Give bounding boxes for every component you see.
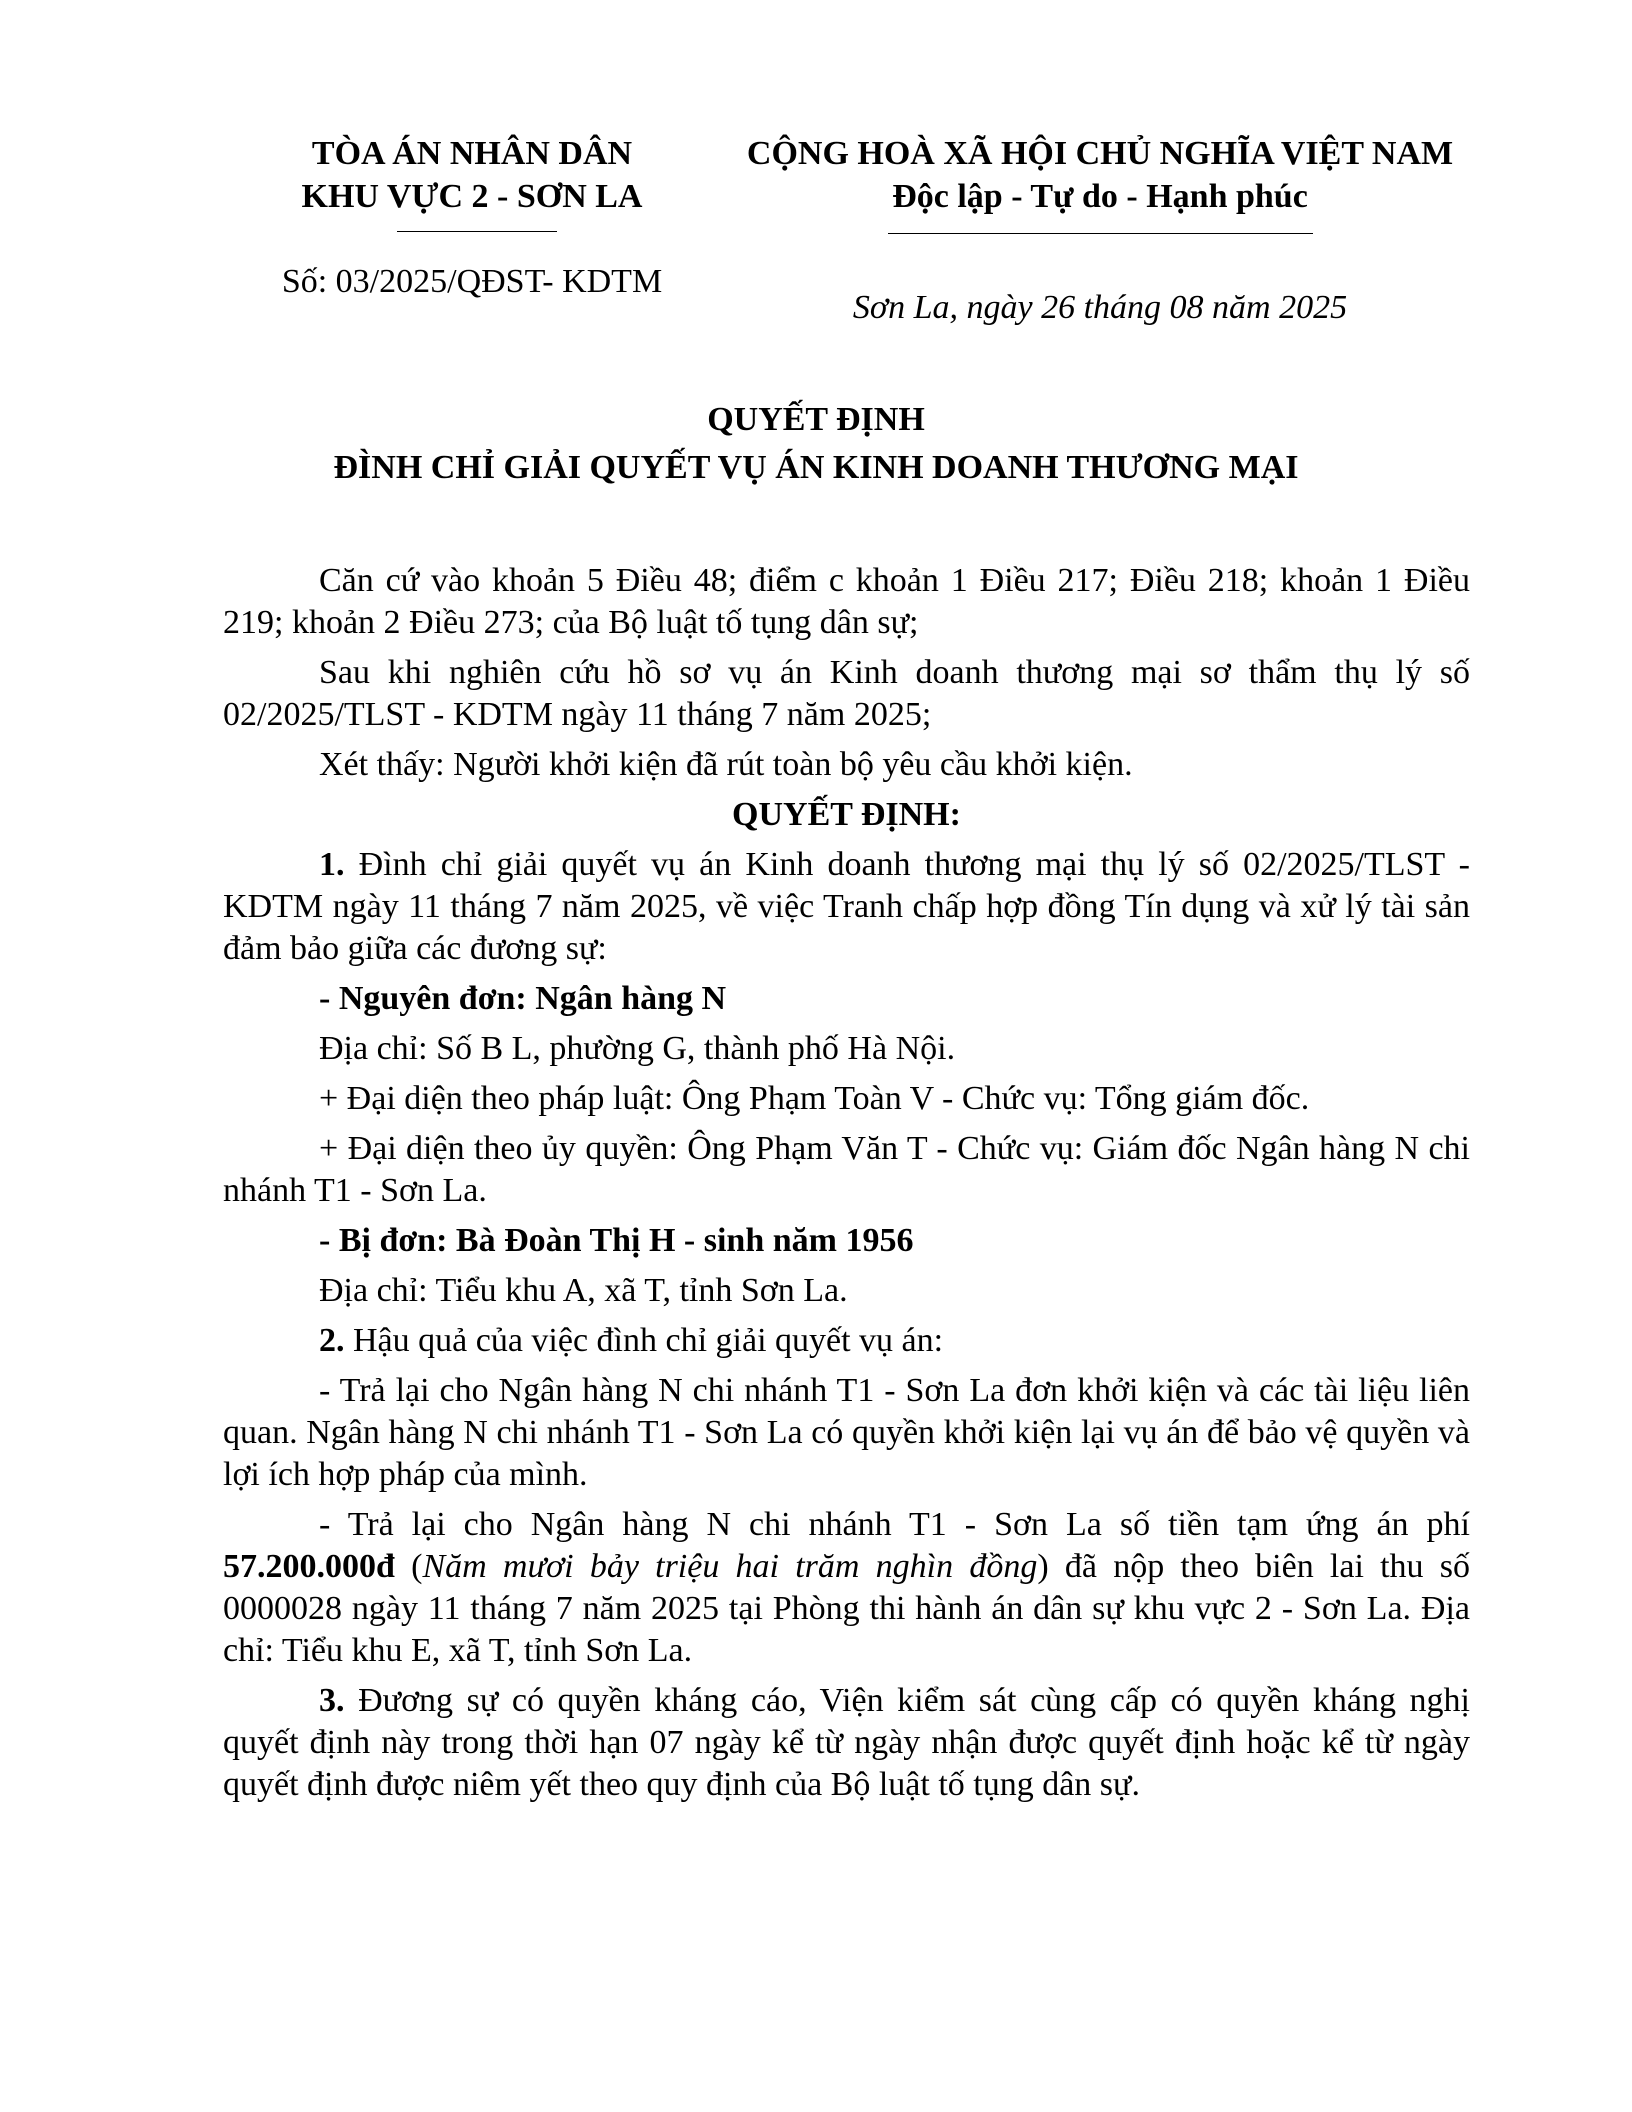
case-review-paragraph: Sau khi nghiên cứu hồ sơ vụ án Kinh doanh thương mại sơ thẩm thụ lý số 02/2025/TLST - KDTM ngày 11 tháng 7 năm 2025; xyxy=(223,654,1470,733)
finding-paragraph: Xét thấy: Người khởi kiện đã rút toàn bộ yêu cầu khởi kiện. xyxy=(319,746,1133,783)
legal-basis-paragraph: Căn cứ vào khoản 5 Điều 48; điểm c khoản 1 Điều 217; Điều 218; khoản 1 Điều 219; khoản 2 Điều 273; của Bộ luật tố tụng dân sự; xyxy=(223,562,1470,641)
place-and-date: Sơn La, ngày 26 tháng 08 năm 2025 xyxy=(852,289,1348,326)
title-line-1: QUYẾT ĐỊNH xyxy=(707,401,925,438)
document-title xyxy=(0,396,1632,492)
refund-amount-words: Năm mươi bảy triệu hai trăm nghìn đồng xyxy=(422,1548,1038,1585)
court-header-rule xyxy=(397,231,557,232)
national-header-rule xyxy=(888,233,1313,234)
plaintiff-heading: - Nguyên đơn: Ngân hàng N xyxy=(319,980,727,1017)
nation-motto: Độc lập - Tự do - Hạnh phúc xyxy=(892,178,1308,215)
court-header xyxy=(262,132,682,218)
item-2-number: 2. xyxy=(319,1322,345,1359)
plaintiff-address: Địa chỉ: Số B L, phường G, thành phố Hà Nội. xyxy=(319,1030,956,1067)
item-1-number: 1. xyxy=(319,846,345,883)
document-number: Số: 03/2025/QĐST- KDTM xyxy=(281,263,663,300)
item-2-text: Hậu quả của việc đình chỉ giải quyết vụ án: xyxy=(344,1322,944,1359)
refund-open-paren: ( xyxy=(394,1548,423,1585)
authorized-representative: + Đại diện theo ủy quyền: Ông Phạm Văn T - Chức vụ: Giám đốc Ngân hàng N chi nhánh T1 - Sơn La. xyxy=(223,1130,1470,1209)
item-3-text: Đương sự có quyền kháng cáo, Viện kiểm sát cùng cấp có quyền kháng nghị quyết định này trong thời hạn 07 ngày kể từ ngày nhận được quyết định hoặc kể từ ngày quyết định được niêm yết theo quy định của Bộ luật tố tụng dân sự. xyxy=(223,1682,1470,1803)
refund-prefix: - Trả lại cho Ngân hàng N chi nhánh T1 - Sơn La số tiền tạm ứng án phí xyxy=(319,1506,1470,1543)
defendant-heading: - Bị đơn: Bà Đoàn Thị H - sinh năm 1956 xyxy=(319,1222,914,1259)
item-3 xyxy=(223,1680,1470,1806)
item-3-number: 3. xyxy=(319,1682,345,1719)
defendant-address: Địa chỉ: Tiểu khu A, xã T, tỉnh Sơn La. xyxy=(319,1272,848,1309)
title-line-2: ĐÌNH CHỈ GIẢI QUYẾT VỤ ÁN KINH DOANH THƯƠNG MẠI xyxy=(333,449,1299,486)
item-2 xyxy=(223,1320,1470,1362)
document-body xyxy=(223,560,1470,1814)
national-header xyxy=(720,132,1480,218)
item-1-text: Đình chỉ giải quyết vụ án Kinh doanh thương mại thụ lý số 02/2025/TLST - KDTM ngày 11 tháng 7 năm 2025, về việc Tranh chấp hợp đồng Tín dụng và xử lý tài sản đảm bảo giữa các đương sự: xyxy=(223,846,1470,967)
item-2-sub-1: - Trả lại cho Ngân hàng N chi nhánh T1 - Sơn La đơn khởi kiện và các tài liệu liên quan. Ngân hàng N chi nhánh T1 - Sơn La có quyền khởi kiện lại vụ án để bảo vệ quyền và lợi ích hợp pháp của mình. xyxy=(223,1372,1470,1493)
nation-name: CỘNG HOÀ XÃ HỘI CHỦ NGHĨA VIỆT NAM xyxy=(746,135,1454,172)
court-name: TÒA ÁN NHÂN DÂN xyxy=(311,135,633,172)
court-region: KHU VỰC 2 - SƠN LA xyxy=(301,178,643,215)
refund-amount: 57.200.000đ xyxy=(223,1548,395,1585)
decision-heading: QUYẾT ĐỊNH: xyxy=(732,796,961,833)
refund-rest: ) đã nộp theo biên lai thu số 0000028 ngày 11 tháng 7 năm 2025 tại Phòng thi hành án dân sự khu vực 2 - Sơn La. Địa chỉ: Tiểu khu E, xã T, tỉnh Sơn La. xyxy=(223,1548,1471,1669)
legal-representative: + Đại diện theo pháp luật: Ông Phạm Toàn V - Chức vụ: Tổng giám đốc. xyxy=(319,1080,1310,1117)
item-1 xyxy=(223,844,1470,970)
item-2-sub-2 xyxy=(223,1504,1470,1672)
